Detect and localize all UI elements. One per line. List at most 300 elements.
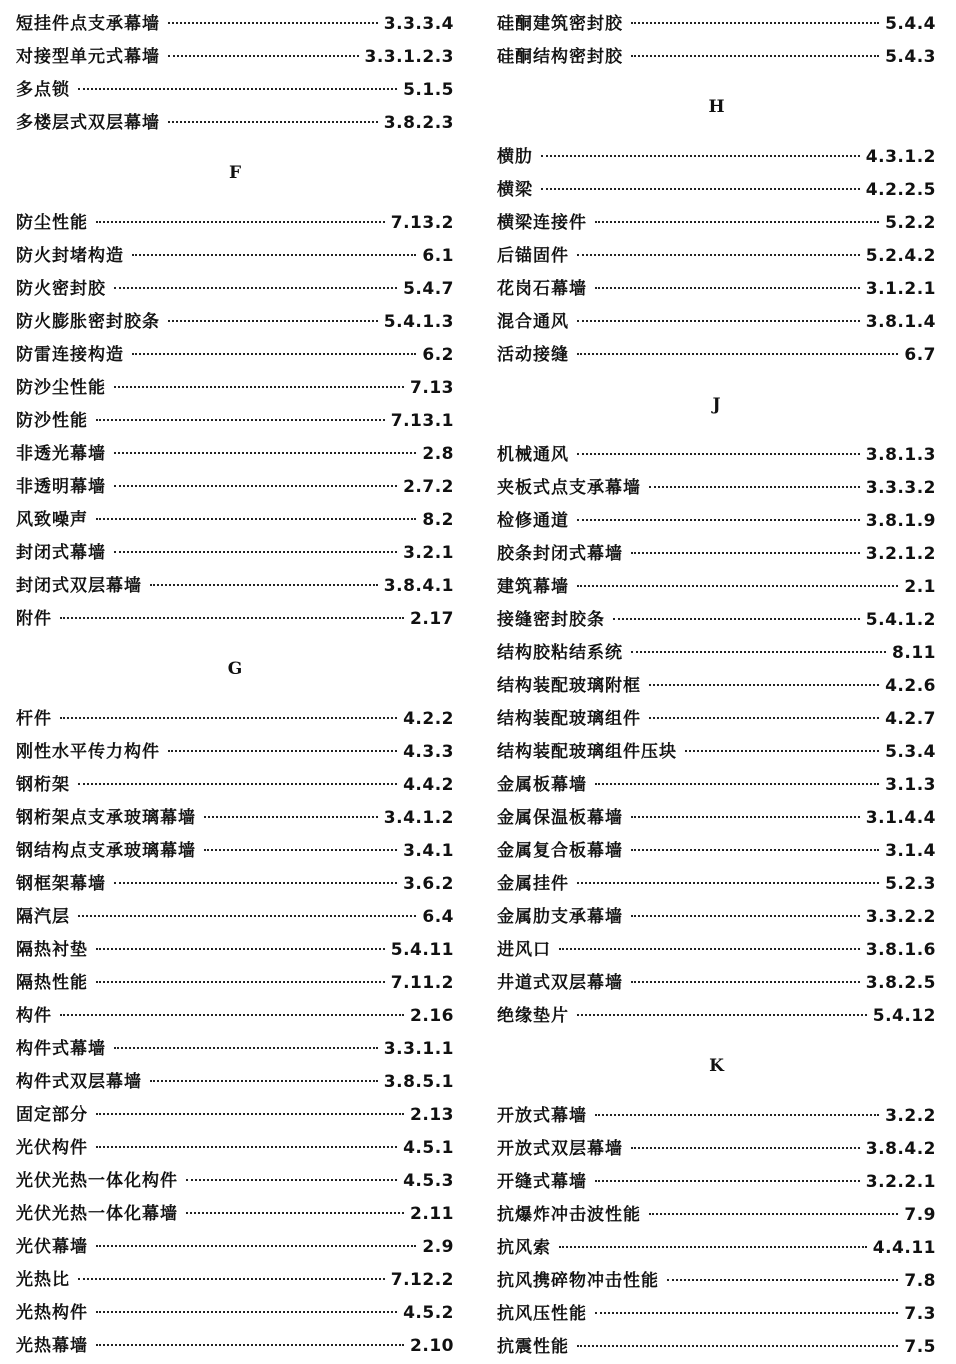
index-entry — [16, 736, 454, 769]
index-entry — [497, 339, 936, 372]
dot-leader — [595, 286, 860, 289]
dot-leader — [114, 484, 397, 487]
index-term: 钢桁架 — [16, 775, 70, 795]
index-entry — [16, 1099, 454, 1132]
index-entry — [497, 1166, 936, 1199]
dot-leader — [595, 220, 879, 223]
index-entry — [16, 1165, 454, 1198]
index-entry — [497, 1199, 936, 1232]
clause-number: 3.1.4.4 — [865, 808, 936, 828]
dot-leader — [114, 550, 397, 553]
dot-leader — [96, 220, 385, 223]
index-term: 构件式幕墙 — [16, 1039, 106, 1059]
index-term: 钢结构点支承玻璃幕墙 — [16, 841, 196, 861]
index-entry — [16, 1132, 454, 1165]
index-term: 横梁 — [497, 180, 533, 200]
index-entry — [16, 603, 454, 636]
clause-number: 3.1.3 — [885, 775, 936, 795]
dot-leader — [595, 782, 879, 785]
index-term: 钢桁架点支承玻璃幕墙 — [16, 808, 196, 828]
index-term: 防火密封胶 — [16, 279, 106, 299]
index-entry — [16, 1033, 454, 1066]
clause-number: 4.2.2 — [403, 709, 454, 729]
clause-number: 3.2.2 — [885, 1106, 936, 1126]
section-letter-heading: K — [709, 1056, 724, 1076]
index-entry — [497, 1000, 936, 1033]
index-entry — [16, 8, 454, 41]
index-term: 构件式双层幕墙 — [16, 1072, 142, 1092]
clause-number: 5.4.11 — [390, 940, 454, 960]
index-entry — [497, 306, 936, 339]
clause-number: 4.2.7 — [885, 709, 936, 729]
index-term: 抗风压性能 — [497, 1304, 587, 1324]
clause-number: 3.2.1.2 — [865, 544, 936, 564]
section-letter-heading: J — [712, 395, 721, 415]
section-gap — [16, 190, 454, 207]
clause-number: 3.1.2.1 — [865, 279, 936, 299]
dot-leader — [186, 1211, 404, 1214]
index-term: 防雷连接构造 — [16, 345, 124, 365]
index-entry — [16, 372, 454, 405]
index-entry — [497, 703, 936, 736]
index-entry — [497, 1100, 936, 1133]
index-entry — [16, 74, 454, 107]
index-term: 金属板幕墙 — [497, 775, 587, 795]
index-column-right — [497, 8, 936, 1364]
clause-number: 5.4.1.3 — [383, 312, 454, 332]
index-term: 结构胶粘结系统 — [497, 643, 623, 663]
index-entry — [497, 604, 936, 637]
index-entry — [16, 1231, 454, 1264]
index-column-left — [16, 8, 454, 1363]
clause-number: 3.6.2 — [403, 874, 454, 894]
dot-leader — [649, 485, 860, 488]
index-entry — [16, 1066, 454, 1099]
index-term: 光伏光热一体化幕墙 — [16, 1204, 178, 1224]
index-term: 固定部分 — [16, 1105, 88, 1125]
section-gap — [497, 1033, 936, 1050]
clause-number: 3.3.3.2 — [865, 478, 936, 498]
index-entry — [497, 901, 936, 934]
clause-number: 6.1 — [422, 246, 454, 266]
clause-number: 4.2.2.5 — [865, 180, 936, 200]
index-term: 横肋 — [497, 147, 533, 167]
index-term: 钢框架幕墙 — [16, 874, 106, 894]
index-entry — [497, 835, 936, 868]
index-term: 封闭式双层幕墙 — [16, 576, 142, 596]
index-entry — [16, 1264, 454, 1297]
clause-number: 2.8 — [422, 444, 454, 464]
clause-number: 4.5.2 — [403, 1303, 454, 1323]
dot-leader — [78, 87, 397, 90]
dot-leader — [577, 452, 860, 455]
index-entry — [16, 868, 454, 901]
dot-leader — [577, 352, 898, 355]
dot-leader — [96, 1145, 397, 1148]
index-term: 建筑幕墙 — [497, 577, 569, 597]
dot-leader — [631, 914, 860, 917]
index-entry — [497, 141, 936, 174]
index-term: 抗风携碎物冲击性能 — [497, 1271, 659, 1291]
clause-number: 7.13.1 — [390, 411, 454, 431]
clause-number: 8.2 — [422, 510, 454, 530]
index-entry — [16, 901, 454, 934]
clause-number: 3.3.1.1 — [383, 1039, 454, 1059]
index-term: 光热比 — [16, 1270, 70, 1290]
index-term: 结构装配玻璃组件压块 — [497, 742, 677, 762]
index-term: 附件 — [16, 609, 52, 629]
index-entry — [16, 438, 454, 471]
clause-number: 2.7.2 — [403, 477, 454, 497]
index-entry — [16, 207, 454, 240]
dot-leader — [168, 54, 359, 57]
dot-leader — [631, 980, 860, 983]
index-entry — [16, 934, 454, 967]
dot-leader — [150, 1079, 378, 1082]
index-term: 隔热性能 — [16, 973, 88, 993]
index-entry — [497, 802, 936, 835]
dot-leader — [577, 584, 898, 587]
dot-leader — [649, 716, 879, 719]
clause-number: 3.8.1.4 — [865, 312, 936, 332]
section-gap — [16, 140, 454, 157]
dot-leader — [114, 451, 416, 454]
clause-number: 5.2.2 — [885, 213, 936, 233]
clause-number: 5.4.4 — [885, 14, 936, 34]
index-term: 抗震性能 — [497, 1337, 569, 1357]
clause-number: 3.1.4 — [885, 841, 936, 861]
dot-leader — [78, 1277, 385, 1280]
index-entry — [16, 703, 454, 736]
clause-number: 5.2.3 — [885, 874, 936, 894]
index-term: 风致噪声 — [16, 510, 88, 530]
dot-leader — [541, 187, 860, 190]
clause-number: 2.1 — [904, 577, 936, 597]
clause-number: 7.9 — [904, 1205, 936, 1225]
index-entry — [497, 505, 936, 538]
index-term: 封闭式幕墙 — [16, 543, 106, 563]
index-entry — [16, 504, 454, 537]
index-term: 开放式幕墙 — [497, 1106, 587, 1126]
clause-number: 3.8.4.1 — [383, 576, 454, 596]
clause-number: 7.12.2 — [390, 1270, 454, 1290]
index-entry — [16, 835, 454, 868]
index-term: 抗风索 — [497, 1238, 551, 1258]
index-term: 横梁连接件 — [497, 213, 587, 233]
clause-number: 3.8.2.5 — [865, 973, 936, 993]
section-gap — [497, 372, 936, 389]
section-gap — [497, 1083, 936, 1100]
clause-number: 8.11 — [892, 643, 936, 663]
index-entry — [497, 1265, 936, 1298]
index-entry — [497, 868, 936, 901]
dot-leader — [78, 914, 416, 917]
section-gap — [497, 74, 936, 91]
index-term: 多点锁 — [16, 80, 70, 100]
dot-leader — [96, 517, 416, 520]
index-term: 防尘性能 — [16, 213, 88, 233]
dot-leader — [114, 286, 397, 289]
dot-leader — [631, 54, 879, 57]
dot-leader — [114, 881, 397, 884]
index-entry — [497, 637, 936, 670]
clause-number: 3.3.1.2.3 — [364, 47, 454, 67]
index-entry — [497, 769, 936, 802]
index-entry — [16, 1000, 454, 1033]
index-term: 光热幕墙 — [16, 1336, 88, 1356]
clause-number: 3.8.1.3 — [865, 445, 936, 465]
index-term: 防火膨胀密封胶条 — [16, 312, 160, 332]
index-term: 硅酮建筑密封胶 — [497, 14, 623, 34]
index-entry — [497, 273, 936, 306]
clause-number: 7.11.2 — [390, 973, 454, 993]
dot-leader — [168, 319, 378, 322]
dot-leader — [96, 1112, 404, 1115]
dot-leader — [577, 881, 879, 884]
clause-number: 7.13 — [410, 378, 454, 398]
dot-leader — [577, 319, 860, 322]
clause-number: 3.4.1.2 — [383, 808, 454, 828]
index-term: 隔汽层 — [16, 907, 70, 927]
dot-leader — [631, 650, 886, 653]
index-entry — [497, 670, 936, 703]
clause-number: 3.4.1 — [403, 841, 454, 861]
clause-number: 4.5.1 — [403, 1138, 454, 1158]
index-term: 硅酮结构密封胶 — [497, 47, 623, 67]
clause-number: 6.7 — [904, 345, 936, 365]
dot-leader — [96, 1343, 404, 1346]
dot-leader — [685, 749, 879, 752]
clause-number: 4.5.3 — [403, 1171, 454, 1191]
index-term: 光伏构件 — [16, 1138, 88, 1158]
index-term: 混合通风 — [497, 312, 569, 332]
index-entry — [16, 471, 454, 504]
clause-number: 2.16 — [410, 1006, 454, 1026]
dot-leader — [186, 1178, 397, 1181]
index-term: 金属挂件 — [497, 874, 569, 894]
index-entry — [497, 174, 936, 207]
clause-number: 4.3.1.2 — [865, 147, 936, 167]
index-term: 防火封堵构造 — [16, 246, 124, 266]
clause-number: 3.8.5.1 — [383, 1072, 454, 1092]
index-entry — [16, 306, 454, 339]
index-entry — [497, 207, 936, 240]
index-term: 接缝密封胶条 — [497, 610, 605, 630]
index-term: 检修通道 — [497, 511, 569, 531]
dot-leader — [631, 551, 860, 554]
index-term: 夹板式点支承幕墙 — [497, 478, 641, 498]
index-term: 多楼层式双层幕墙 — [16, 113, 160, 133]
dot-leader — [78, 782, 397, 785]
clause-number: 2.11 — [410, 1204, 454, 1224]
clause-number: 2.9 — [422, 1237, 454, 1257]
index-term: 刚性水平传力构件 — [16, 742, 160, 762]
dot-leader — [595, 1113, 879, 1116]
index-term: 进风口 — [497, 940, 551, 960]
index-entry — [497, 1331, 936, 1364]
section-letter-heading: H — [708, 97, 725, 117]
index-entry — [16, 240, 454, 273]
index-entry — [16, 967, 454, 1000]
index-term: 金属肋支承幕墙 — [497, 907, 623, 927]
dot-leader — [631, 1146, 860, 1149]
dot-leader — [168, 21, 378, 24]
dot-leader — [60, 1013, 404, 1016]
clause-number: 5.4.1.2 — [865, 610, 936, 630]
index-term: 胶条封闭式幕墙 — [497, 544, 623, 564]
dot-leader — [96, 980, 385, 983]
index-term: 开缝式幕墙 — [497, 1172, 587, 1192]
dot-leader — [114, 1046, 378, 1049]
index-entry — [497, 240, 936, 273]
index-entry — [16, 802, 454, 835]
dot-leader — [559, 947, 860, 950]
dot-leader — [595, 1311, 898, 1314]
clause-number: 5.3.4 — [885, 742, 936, 762]
dot-leader — [577, 1013, 867, 1016]
clause-number: 4.4.2 — [403, 775, 454, 795]
dot-leader — [60, 616, 404, 619]
index-term: 隔热衬垫 — [16, 940, 88, 960]
index-term: 防沙性能 — [16, 411, 88, 431]
index-term: 花岗石幕墙 — [497, 279, 587, 299]
index-entry — [16, 1198, 454, 1231]
dot-leader — [168, 749, 397, 752]
dot-leader — [114, 385, 404, 388]
clause-number: 5.4.7 — [403, 279, 454, 299]
index-entry — [497, 967, 936, 1000]
index-entry — [497, 1298, 936, 1331]
clause-number: 3.8.2.3 — [383, 113, 454, 133]
clause-number: 2.17 — [410, 609, 454, 629]
index-term: 短挂件点支承幕墙 — [16, 14, 160, 34]
dot-leader — [649, 1212, 898, 1215]
dot-leader — [559, 1245, 867, 1248]
dot-leader — [150, 583, 378, 586]
dot-leader — [96, 1244, 416, 1247]
index-entry — [497, 571, 936, 604]
clause-number: 7.5 — [904, 1337, 936, 1357]
index-term: 机械通风 — [497, 445, 569, 465]
section-letter-heading: G — [227, 659, 243, 679]
section-gap — [16, 686, 454, 703]
index-entry — [16, 405, 454, 438]
index-entry — [16, 769, 454, 802]
index-entry — [16, 339, 454, 372]
section-gap — [16, 636, 454, 653]
clause-number: 2.13 — [410, 1105, 454, 1125]
index-term: 活动接缝 — [497, 345, 569, 365]
dot-leader — [595, 1179, 860, 1182]
clause-number: 7.3 — [904, 1304, 936, 1324]
dot-leader — [204, 815, 378, 818]
clause-number: 5.1.5 — [403, 80, 454, 100]
index-term: 非透光幕墙 — [16, 444, 106, 464]
clause-number: 4.2.6 — [885, 676, 936, 696]
dot-leader — [96, 418, 385, 421]
index-entry — [16, 1297, 454, 1330]
clause-number: 5.2.4.2 — [865, 246, 936, 266]
clause-number: 2.10 — [410, 1336, 454, 1356]
clause-number: 3.3.2.2 — [865, 907, 936, 927]
clause-number: 4.4.11 — [872, 1238, 936, 1258]
index-entry — [497, 8, 936, 41]
dot-leader — [132, 352, 416, 355]
index-term: 井道式双层幕墙 — [497, 973, 623, 993]
index-entry — [497, 439, 936, 472]
index-entry — [16, 41, 454, 74]
index-term: 杆件 — [16, 709, 52, 729]
index-entry — [16, 1330, 454, 1363]
section-gap — [497, 422, 936, 439]
clause-number: 5.4.3 — [885, 47, 936, 67]
dot-leader — [132, 253, 416, 256]
dot-leader — [577, 518, 860, 521]
index-entry — [16, 107, 454, 140]
index-term: 对接型单元式幕墙 — [16, 47, 160, 67]
clause-number: 6.2 — [422, 345, 454, 365]
clause-number: 3.8.1.6 — [865, 940, 936, 960]
index-entry — [497, 1133, 936, 1166]
dot-leader — [96, 1310, 397, 1313]
index-entry — [497, 538, 936, 571]
clause-number: 3.2.1 — [403, 543, 454, 563]
dot-leader — [667, 1278, 898, 1281]
dot-leader — [613, 617, 860, 620]
index-term: 金属复合板幕墙 — [497, 841, 623, 861]
clause-number: 7.13.2 — [390, 213, 454, 233]
dot-leader — [649, 683, 879, 686]
dot-leader — [577, 253, 860, 256]
dot-leader — [541, 154, 860, 157]
index-entry — [16, 537, 454, 570]
index-entry — [497, 41, 936, 74]
index-term: 绝缘垫片 — [497, 1006, 569, 1026]
index-term: 结构装配玻璃附框 — [497, 676, 641, 696]
index-term: 防沙尘性能 — [16, 378, 106, 398]
index-term: 光伏光热一体化构件 — [16, 1171, 178, 1191]
index-term: 光伏幕墙 — [16, 1237, 88, 1257]
clause-number: 6.4 — [422, 907, 454, 927]
dot-leader — [96, 947, 385, 950]
dot-leader — [60, 716, 397, 719]
clause-number: 4.3.3 — [403, 742, 454, 762]
section-gap — [497, 124, 936, 141]
index-entry — [497, 472, 936, 505]
index-term: 后锚固件 — [497, 246, 569, 266]
index-term: 构件 — [16, 1006, 52, 1026]
clause-number: 3.8.4.2 — [865, 1139, 936, 1159]
index-term: 抗爆炸冲击波性能 — [497, 1205, 641, 1225]
dot-leader — [631, 815, 860, 818]
section-letter-heading: F — [228, 163, 242, 183]
index-entry — [497, 934, 936, 967]
index-term: 结构装配玻璃组件 — [497, 709, 641, 729]
index-term: 开放式双层幕墙 — [497, 1139, 623, 1159]
index-term: 光热构件 — [16, 1303, 88, 1323]
dot-leader — [204, 848, 397, 851]
dot-leader — [631, 21, 879, 24]
dot-leader — [168, 120, 378, 123]
dot-leader — [577, 1344, 898, 1347]
clause-number: 3.8.1.9 — [865, 511, 936, 531]
clause-number: 3.2.2.1 — [865, 1172, 936, 1192]
index-entry — [497, 1232, 936, 1265]
clause-number: 7.8 — [904, 1271, 936, 1291]
clause-number: 3.3.3.4 — [383, 14, 454, 34]
dot-leader — [631, 848, 879, 851]
index-entry — [16, 273, 454, 306]
